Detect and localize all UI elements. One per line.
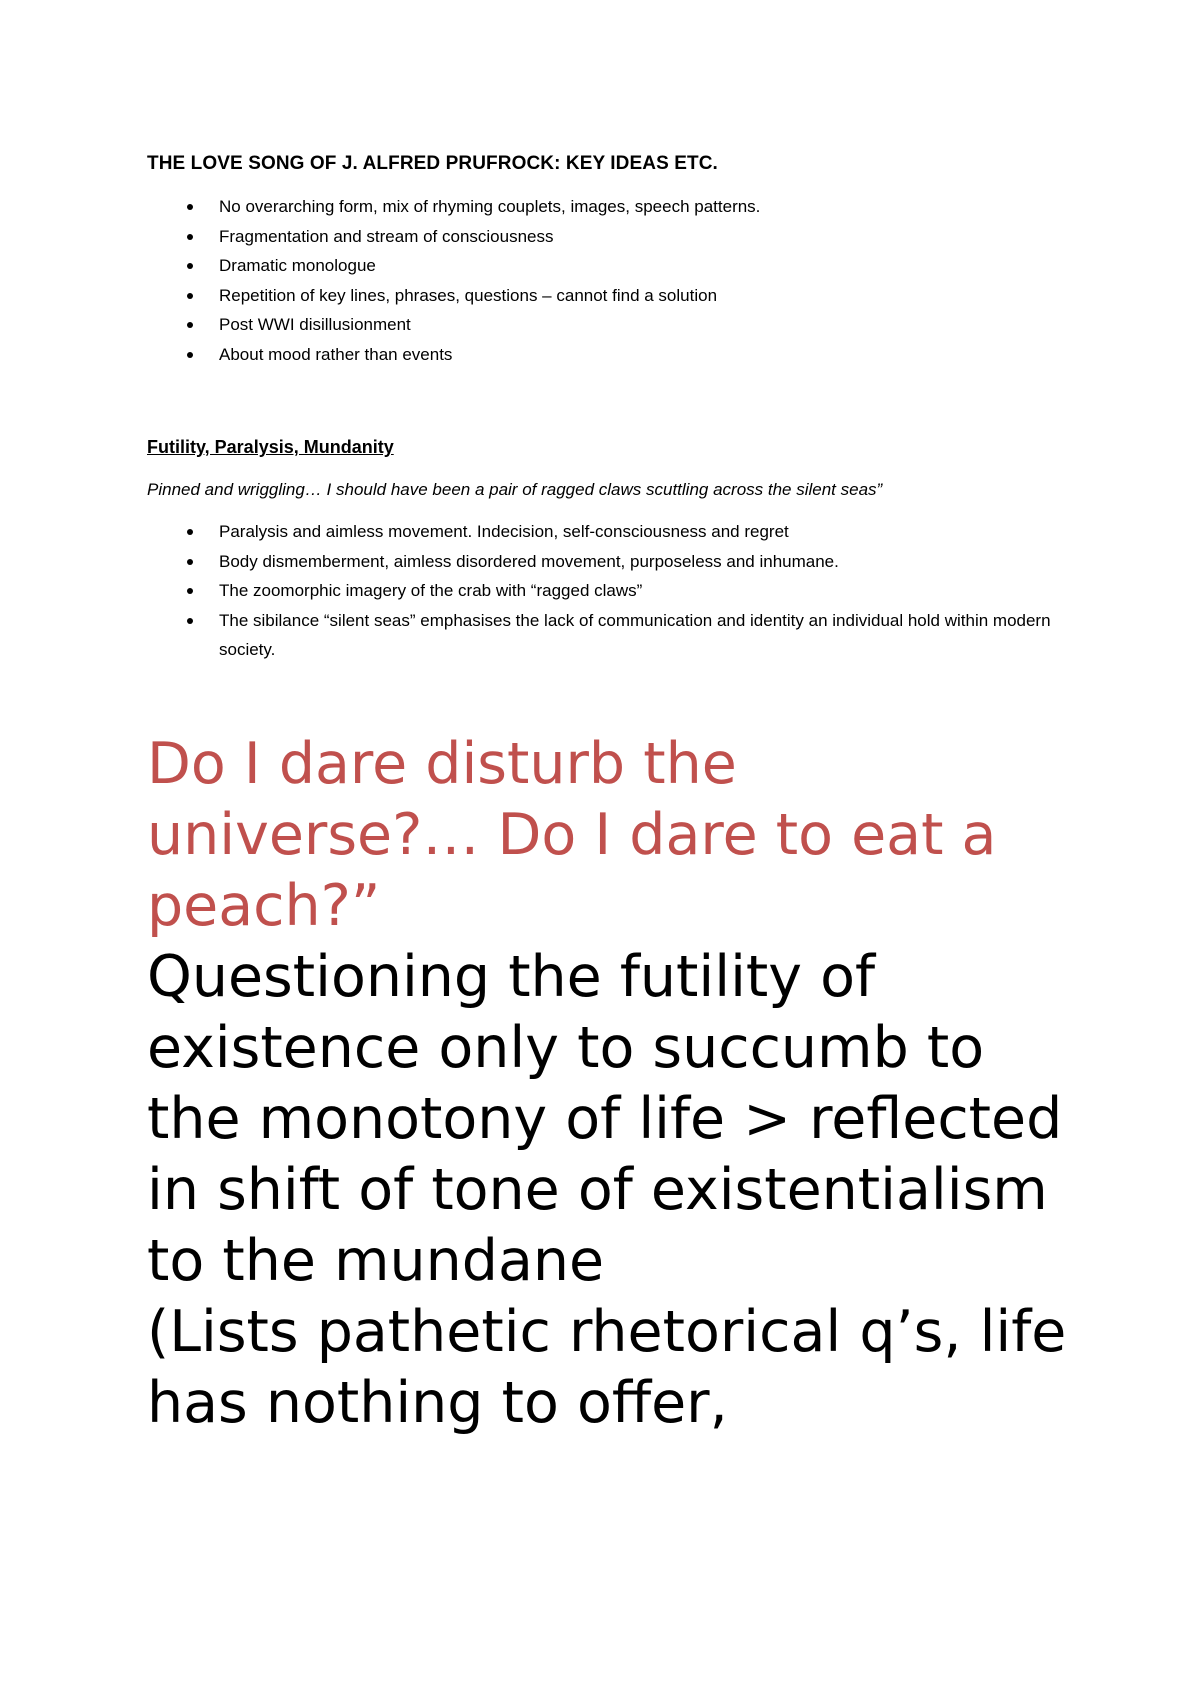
- bullet-icon: [187, 322, 193, 328]
- list-item: [147, 517, 1067, 547]
- list-item: [147, 340, 1067, 370]
- list-item: [147, 576, 1067, 606]
- document-body: [147, 150, 1067, 1439]
- list-item: [147, 222, 1067, 252]
- large-quote: Do I dare disturb the universe?… Do I dare to eat a peach?”: [147, 730, 997, 939]
- list-item-text: The sibilance “silent seas” emphasises the lack of communication and identity an individual hold within modern society.: [219, 610, 1051, 659]
- list-item-text: Body dismemberment, aimless disordered movement, purposeless and inhumane.: [219, 551, 839, 571]
- list-item: [147, 310, 1067, 340]
- bullet-icon: [187, 293, 193, 299]
- list-item: [147, 281, 1067, 311]
- list-item-text: The zoomorphic imagery of the crab with “ragged claws”: [219, 581, 643, 600]
- bullet-icon: [187, 559, 193, 565]
- list-item: [147, 606, 1067, 665]
- list-item: [147, 251, 1067, 281]
- list-item: [147, 547, 1067, 577]
- list-item-text: About mood rather than events: [219, 344, 453, 364]
- large-note: (Lists pathetic rhetorical q’s, life has nothing to offer,: [147, 1298, 1067, 1436]
- bullet-icon: [187, 529, 193, 535]
- list-item-text: Repetition of key lines, phrases, questions – cannot find a solution: [219, 285, 718, 305]
- bullet-icon: [187, 588, 193, 594]
- list-item-text: Dramatic monologue: [219, 256, 376, 275]
- list-item-text: Post WWI disillusionment: [219, 315, 411, 334]
- list-item-text: Fragmentation and stream of consciousness: [219, 226, 554, 246]
- list-item-text: Paralysis and aimless movement. Indecision, self-consciousness and regret: [219, 522, 789, 541]
- section-points-list: [147, 517, 1067, 665]
- list-item: [147, 192, 1067, 222]
- key-ideas-list: [147, 192, 1067, 369]
- bullet-icon: [187, 204, 193, 210]
- bullet-icon: [187, 618, 193, 624]
- list-item-text: No overarching form, mix of rhyming couplets, images, speech patterns.: [219, 197, 761, 216]
- bullet-icon: [187, 263, 193, 269]
- bullet-icon: [187, 352, 193, 358]
- section-quote: Pinned and wriggling… I should have been a pair of ragged claws scuttling across the silent seas”: [147, 480, 883, 499]
- section-heading: Futility, Paralysis, Mundanity: [147, 437, 394, 457]
- document-title: THE LOVE SONG OF J. ALFRED PRUFROCK: KEY IDEAS ETC.: [147, 153, 718, 174]
- large-commentary: Questioning the futility of existence only to succumb to the monotony of life > reflected in shift of tone of existentialism to the mundane: [147, 943, 1063, 1294]
- bullet-icon: [187, 234, 193, 240]
